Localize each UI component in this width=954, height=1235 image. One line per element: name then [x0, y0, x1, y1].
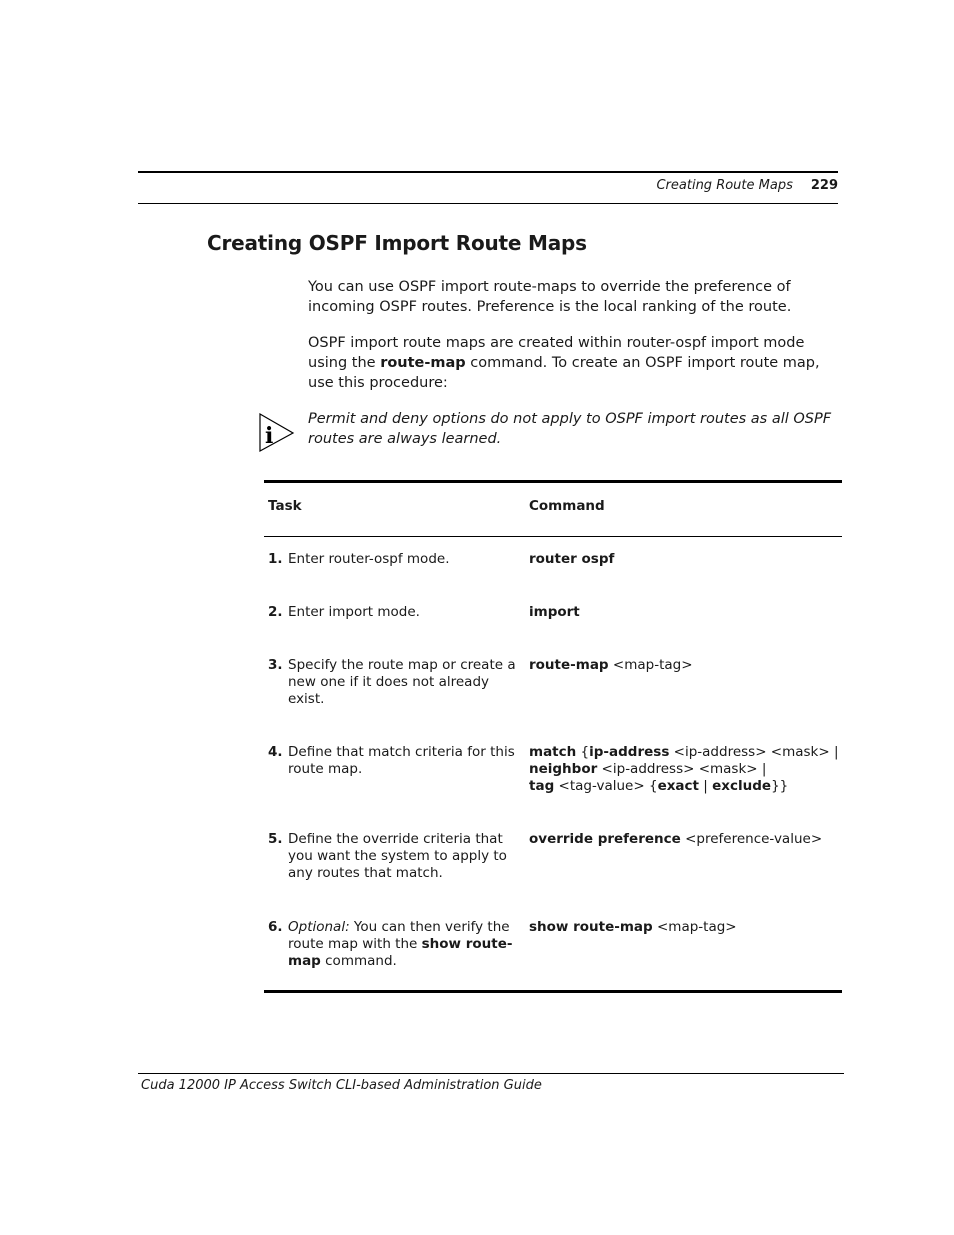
step-task-text: You can then verify the route map with the	[288, 919, 510, 952]
command-keyword: ip-address	[589, 744, 670, 760]
procedure-text-start: OSPF import route maps are created within router-ospf import mode using the	[308, 335, 805, 371]
step-command: router ospf	[529, 551, 615, 567]
step-number: 5.	[268, 831, 283, 847]
table-top-rule	[264, 480, 842, 483]
step-task: Specify the route map or create a new one if it does not already exist.	[288, 657, 516, 707]
command-args: <map-tag>	[608, 657, 693, 673]
intro-paragraph: You can use OSPF import route-maps to override the preference of incoming OSPF routes. Preference is the local ranking of the route.	[308, 279, 792, 315]
procedure-paragraph	[308, 333, 843, 393]
command-syntax: }}	[771, 778, 789, 794]
command-args: <tag-value> {	[554, 778, 658, 794]
section-title: Creating OSPF Import Route Maps	[207, 231, 587, 255]
step-task-text: command.	[320, 953, 397, 969]
table-header-command: Command	[529, 498, 605, 514]
step-command	[529, 831, 839, 848]
header-bottom-rule	[138, 203, 838, 204]
step-task	[288, 919, 516, 970]
footer-text: Cuda 12000 IP Access Switch CLI-based Administration Guide	[141, 1078, 542, 1093]
command-ref: show route-map	[288, 936, 513, 969]
command-keyword: neighbor	[529, 761, 598, 777]
step-number: 6.	[268, 919, 283, 935]
info-icon	[259, 413, 295, 453]
step-number: 3.	[268, 657, 283, 673]
command-keyword: exact	[657, 778, 699, 794]
command-keyword: tag	[529, 778, 555, 794]
table-bottom-rule	[264, 990, 842, 993]
command-syntax: {	[576, 744, 590, 760]
command-keyword: show route-map	[529, 919, 653, 935]
command-keyword: exclude	[712, 778, 772, 794]
step-command	[529, 919, 839, 936]
command-args: <ip-address> <mask> |	[597, 761, 767, 777]
header-top-rule	[138, 171, 838, 173]
table-header-task: Task	[268, 498, 302, 514]
step-command	[529, 744, 839, 795]
step-task: Enter import mode.	[288, 604, 420, 620]
command-keyword: override preference	[529, 831, 681, 847]
footer-rule	[138, 1073, 844, 1074]
step-task: Define that match criteria for this route map.	[288, 744, 515, 777]
step-number: 2.	[268, 604, 283, 620]
step-command: import	[529, 604, 580, 620]
step-number: 4.	[268, 744, 283, 760]
optional-label: Optional:	[288, 919, 350, 935]
running-title: Creating Route Maps	[656, 178, 793, 193]
command-keyword: match	[529, 744, 577, 760]
step-task: Define the override criteria that you want the system to apply to any routes that match.	[288, 831, 507, 881]
step-command	[529, 657, 839, 674]
page-number: 229	[810, 178, 838, 193]
command-args: <ip-address> <mask> |	[669, 744, 839, 760]
table-header-rule	[264, 536, 842, 537]
svg-text:i: i	[265, 423, 274, 449]
command-args: <preference-value>	[680, 831, 823, 847]
route-map-command-ref: route-map	[380, 355, 466, 371]
command-syntax: |	[699, 778, 713, 794]
command-args: <map-tag>	[652, 919, 737, 935]
command-keyword: route-map	[529, 657, 609, 673]
procedure-text-end: command. To create an OSPF import route map, use this procedure:	[308, 355, 820, 391]
note-text: Permit and deny options do not apply to OSPF import routes as all OSPF routes are always learned.	[308, 411, 832, 447]
step-task: Enter router-ospf mode.	[288, 551, 450, 567]
running-head	[656, 178, 838, 193]
step-number: 1.	[268, 551, 283, 567]
